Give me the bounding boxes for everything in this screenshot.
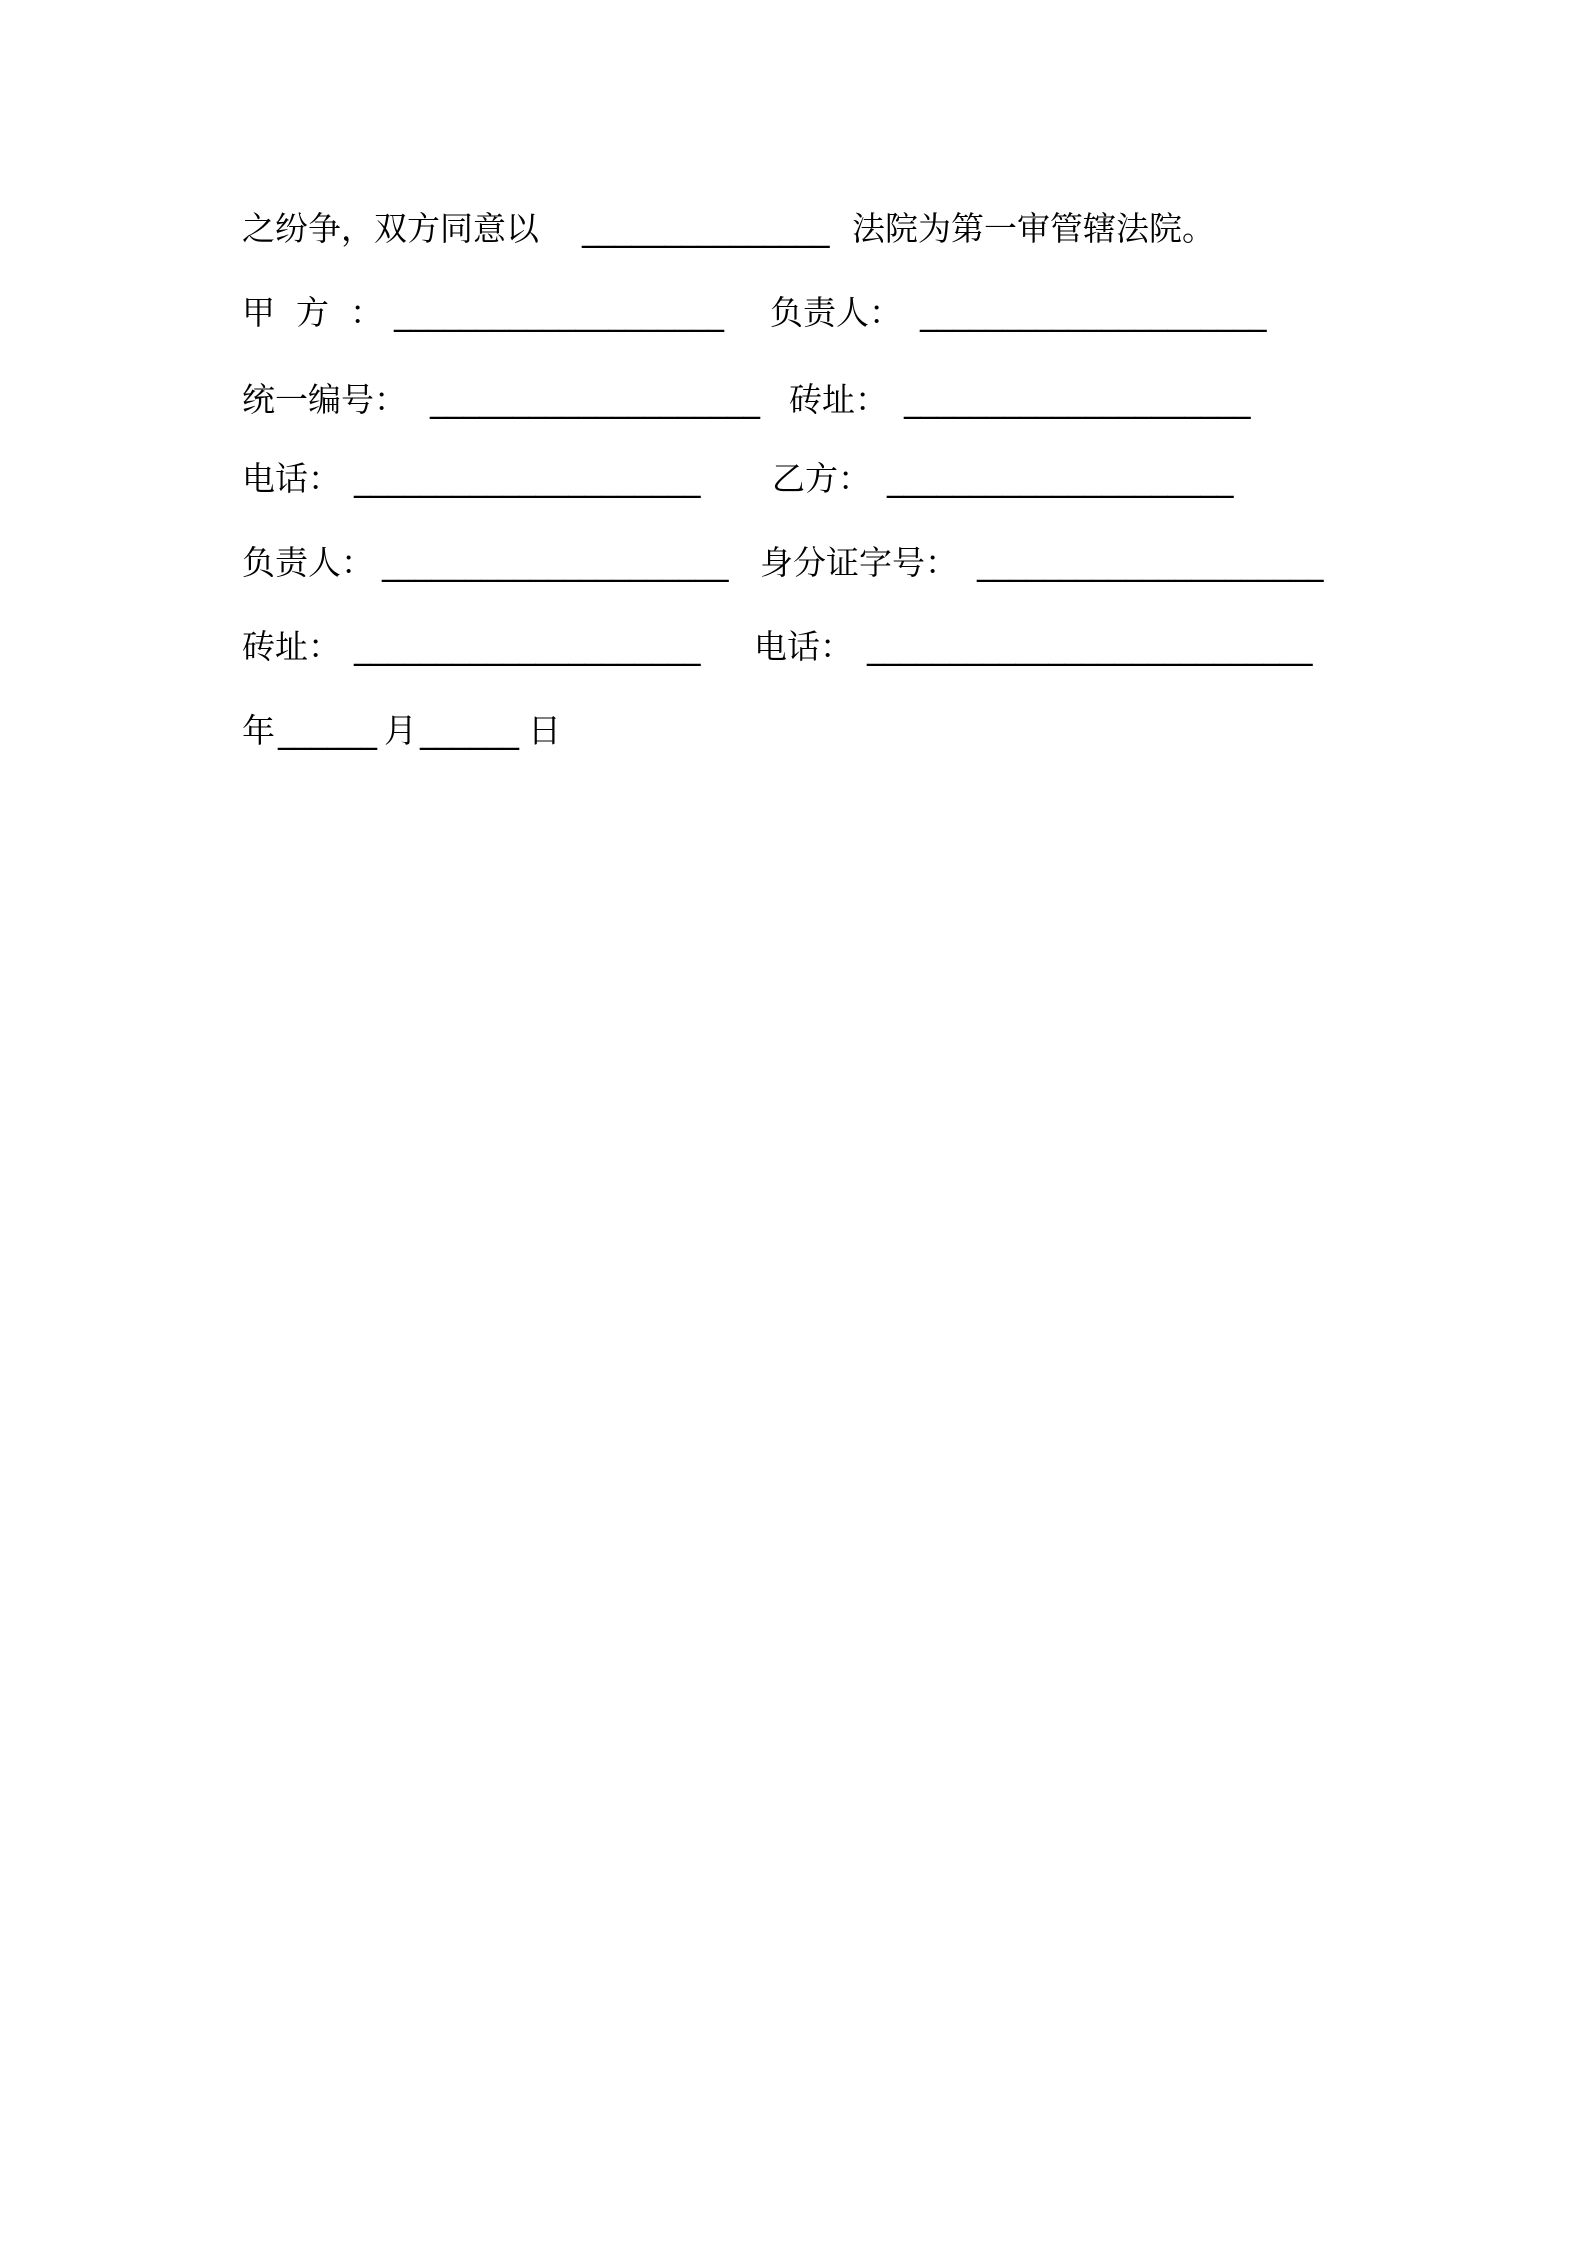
party-b-address-label: 砖址： bbox=[242, 627, 341, 666]
party-a-phone-row bbox=[242, 454, 1234, 504]
unified-number-label: 统一编号： bbox=[242, 380, 407, 419]
party-a-address-blank: _____________________ bbox=[904, 380, 1251, 419]
party-a-label: 甲 方 ： bbox=[242, 293, 383, 332]
party-a-id-row bbox=[242, 375, 1251, 425]
year-label: 年 bbox=[242, 711, 275, 750]
id-number-blank: _____________________ bbox=[977, 543, 1324, 582]
id-number-label: 身分证字号： bbox=[760, 543, 958, 582]
party-a-address-label: 砖址： bbox=[789, 380, 888, 419]
party-b-address-blank: _____________________ bbox=[354, 627, 701, 666]
party-b-representative-label: 负责人： bbox=[242, 543, 374, 582]
day-label: 日 bbox=[528, 711, 561, 750]
clause-text-before: 之纷争，双方同意以 bbox=[242, 209, 539, 248]
clause-text-after: 法院为第一审管辖法院。 bbox=[852, 209, 1215, 248]
court-name-blank: _______________ bbox=[582, 209, 830, 248]
party-a-blank: ____________________ bbox=[394, 293, 724, 332]
month-blank: ______ bbox=[420, 711, 519, 750]
date-row bbox=[242, 706, 561, 756]
party-b-label: 乙方： bbox=[772, 459, 871, 498]
party-b-representative-blank: _____________________ bbox=[382, 543, 729, 582]
party-b-id-row bbox=[242, 538, 1324, 588]
party-a-phone-label: 电话： bbox=[242, 459, 341, 498]
party-a-representative-blank: _____________________ bbox=[920, 293, 1267, 332]
party-b-contact-row bbox=[242, 622, 1313, 672]
party-b-blank: _____________________ bbox=[887, 459, 1234, 498]
party-a-row bbox=[242, 288, 1267, 338]
month-label: 月 bbox=[384, 711, 417, 750]
party-b-phone-label: 电话： bbox=[754, 627, 853, 666]
jurisdiction-clause bbox=[242, 204, 1215, 254]
unified-number-blank: ____________________ bbox=[430, 380, 760, 419]
party-b-phone-blank: ___________________________ bbox=[867, 627, 1313, 666]
party-a-representative-label: 负责人： bbox=[770, 293, 902, 332]
year-blank: ______ bbox=[278, 711, 377, 750]
party-a-phone-blank: _____________________ bbox=[354, 459, 701, 498]
